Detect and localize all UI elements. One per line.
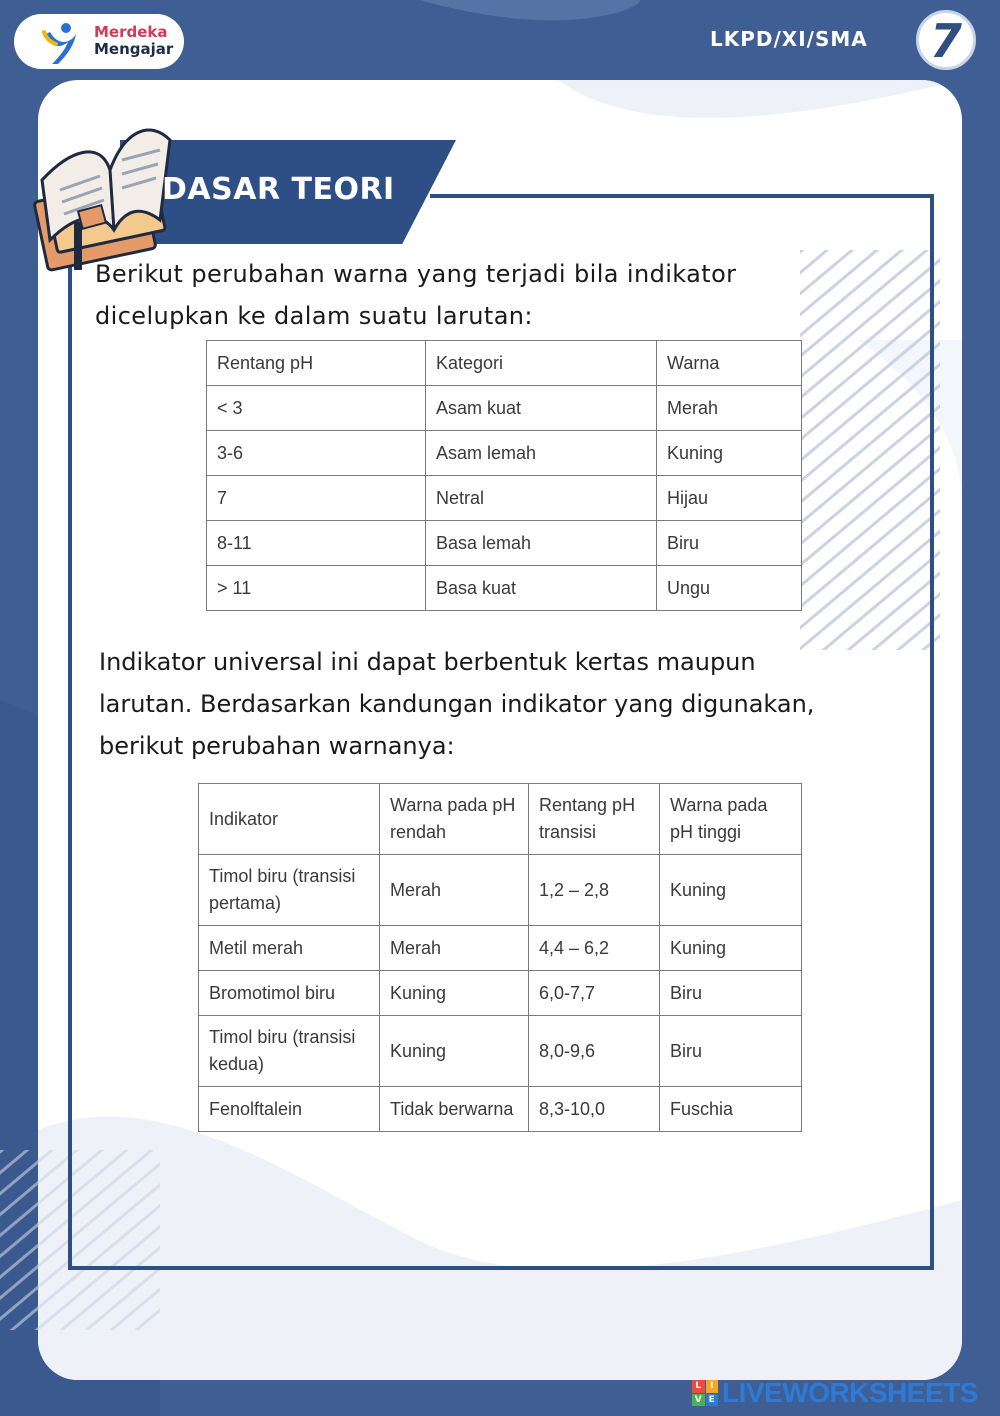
table-row [207, 521, 802, 566]
table-cell: < 3 [207, 386, 426, 431]
table-header-cell: Warna pada pH rendah [380, 784, 529, 855]
table-cell: Basa kuat [426, 566, 657, 611]
document-code: LKPD/XI/SMA [710, 27, 868, 51]
table-cell: Biru [660, 971, 802, 1016]
table-header-row [207, 341, 802, 386]
table-cell: Merah [380, 855, 529, 926]
table-row [207, 566, 802, 611]
para2-line-3: berikut perubahan warnanya: [99, 732, 455, 760]
intro-line-1: Berikut perubahan warna yang terjadi bila indikator [95, 260, 737, 288]
logo-line2: Mengajar [94, 40, 174, 58]
table-cell: Tidak berwarna [380, 1087, 529, 1132]
open-book-icon [30, 110, 180, 275]
table-cell: > 11 [207, 566, 426, 611]
table-cell: Asam lemah [426, 431, 657, 476]
logo-figure-icon [36, 20, 84, 64]
table-cell: 8,0-9,6 [529, 1016, 660, 1087]
table-cell: 3-6 [207, 431, 426, 476]
logo-line1: Merdeka [94, 23, 168, 41]
section-title: DASAR TEORI [162, 172, 395, 207]
liveworksheets-brand: LIVEWORKSHEETS [722, 1377, 978, 1408]
para2-line-1: Indikator universal ini dapat berbentuk kertas maupun [99, 648, 756, 676]
frame-top-border [430, 194, 934, 198]
table-cell: Timol biru (transisi kedua) [199, 1016, 380, 1087]
ph-range-table [206, 340, 802, 611]
table-cell: Kuning [660, 855, 802, 926]
table-cell: Kuning [657, 431, 802, 476]
table-cell: Fenolftalein [199, 1087, 380, 1132]
intro-paragraph [95, 253, 795, 337]
table-cell: 6,0-7,7 [529, 971, 660, 1016]
table-row [199, 855, 802, 926]
table-cell: Kuning [660, 926, 802, 971]
table-cell: Basa lemah [426, 521, 657, 566]
table-cell: 4,4 – 6,2 [529, 926, 660, 971]
table-row [207, 431, 802, 476]
table-header-cell: Kategori [426, 341, 657, 386]
table-header-cell: Indikator [199, 784, 380, 855]
table-cell: Asam kuat [426, 386, 657, 431]
table-cell: Metil merah [199, 926, 380, 971]
table-row [207, 476, 802, 521]
table-row [199, 1016, 802, 1087]
table-header-cell: Warna pada pH tinggi [660, 784, 802, 855]
table-header-cell: Warna [657, 341, 802, 386]
table-cell: Kuning [380, 1016, 529, 1087]
table-row [207, 386, 802, 431]
table-cell: Merah [657, 386, 802, 431]
liveworksheets-logo-icon: L I V E [692, 1380, 718, 1406]
table-cell: 7 [207, 476, 426, 521]
merdeka-mengajar-logo [14, 14, 184, 69]
table-cell: Timol biru (transisi pertama) [199, 855, 380, 926]
intro-line-2: dicelupkan ke dalam suatu larutan: [95, 302, 533, 330]
table-header-cell: Rentang pH transisi [529, 784, 660, 855]
liveworksheets-watermark [692, 1378, 978, 1408]
table-cell: Biru [657, 521, 802, 566]
table-cell: 1,2 – 2,8 [529, 855, 660, 926]
table-cell: Netral [426, 476, 657, 521]
table-cell: Kuning [380, 971, 529, 1016]
second-paragraph [99, 641, 899, 767]
table-cell: Biru [660, 1016, 802, 1087]
table-cell: Merah [380, 926, 529, 971]
para2-line-2: larutan. Berdasarkan kandungan indikator yang digunakan, [99, 690, 815, 718]
indicator-table [198, 783, 802, 1132]
table-cell: Ungu [657, 566, 802, 611]
table-header-cell: Rentang pH [207, 341, 426, 386]
page-number: 7 [916, 10, 976, 70]
table-cell: 8-11 [207, 521, 426, 566]
table-cell: Fuschia [660, 1087, 802, 1132]
table-row [199, 926, 802, 971]
table-cell: Bromotimol biru [199, 971, 380, 1016]
table-header-row [199, 784, 802, 855]
table-row [199, 1087, 802, 1132]
table-cell: 8,3-10,0 [529, 1087, 660, 1132]
table-row [199, 971, 802, 1016]
table-cell: Hijau [657, 476, 802, 521]
